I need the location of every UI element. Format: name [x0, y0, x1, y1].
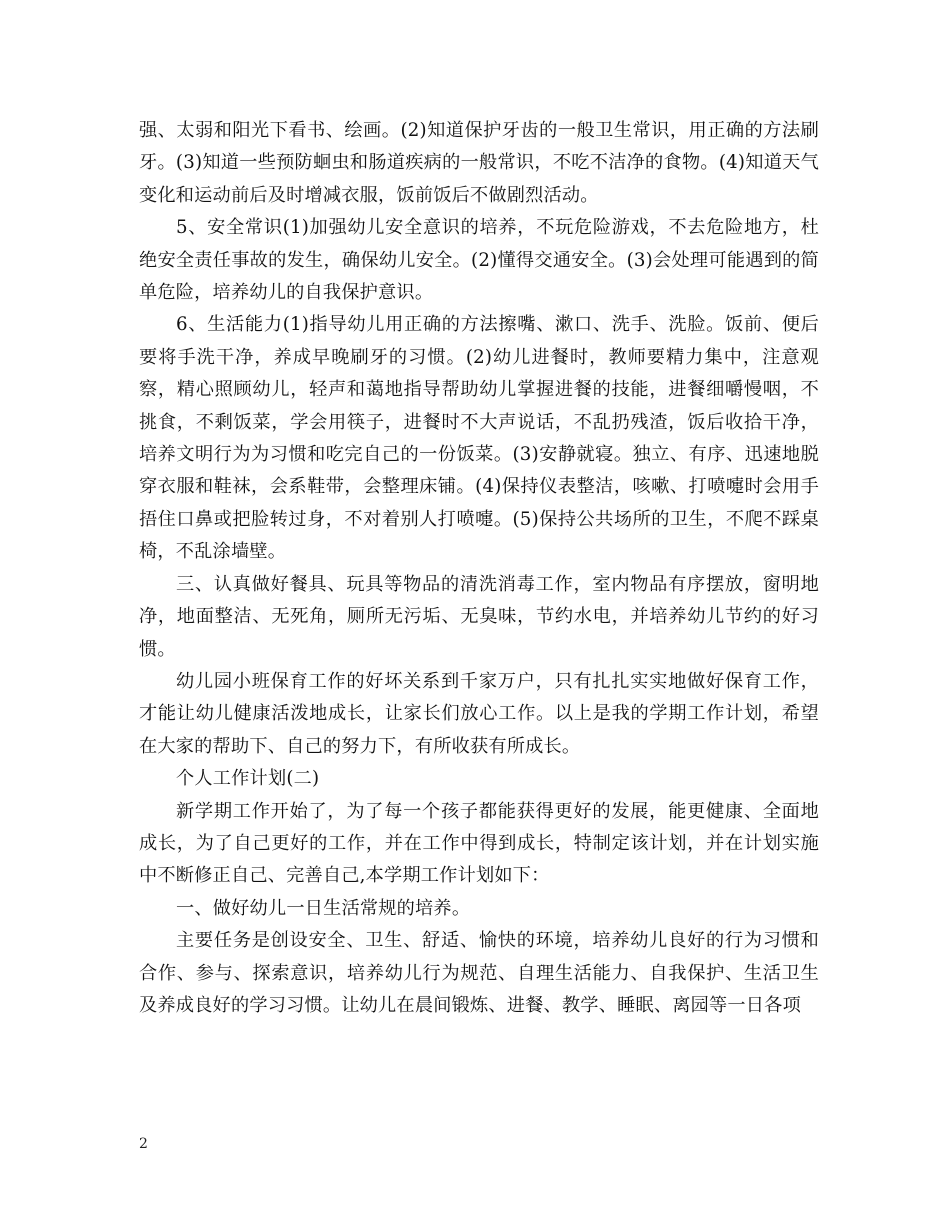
paragraph-new-semester-intro: 新学期工作开始了，为了每一个孩子都能获得更好的发展，能更健康、全面地成长，为了自己更好的工作，并在工作中得到成长，特制定该计划，并在计划实施中不断修正自己、完善自己,本学期工作计划如下： — [139, 800, 819, 887]
paragraph-cleaning-disinfection: 三、认真做好餐具、玩具等物品的清洗消毒工作，室内物品有序摆放，窗明地净，地面整洁、无死角，厕所无污垢、无臭味，节约水电，并培养幼儿节约的好习惯。 — [139, 573, 819, 660]
paragraph-safety-knowledge: 5、安全常识(1)加强幼儿安全意识的培养，不玩危险游戏，不去危险地方，杜绝安全责任事故的发生，确保幼儿安全。(2)懂得交通安全。(3)会处理可能遇到的简单危险，培养幼儿的自我保护意识。 — [139, 217, 819, 304]
page-number: 2 — [139, 1136, 148, 1152]
paragraph-life-skills: 6、生活能力(1)指导幼儿用正确的方法擦嘴、漱口、洗手、洗脸。饭前、便后要将手洗干净，养成早晚刷牙的习惯。(2)幼儿进餐时，教师要精力集中，注意观察，精心照顾幼儿，轻声和蔼地指导帮助幼儿掌握进餐的技能，进餐细嚼慢咽，不挑食，不剩饭菜，学会用筷子，进餐时不大声说话，不乱扔残渣，饭后收拾干净，培养文明行为为习惯和吃完自己的一份饭菜。(3)安静就寝。独立、有序、迅速地脱穿衣服和鞋袜，会系鞋带，会整理床铺。(4)保持仪表整洁，咳嗽、打喷嚏时会用手捂住口鼻或把脸转过身，不对着别人打喷嚏。(5)保持公共场所的卫生，不爬不踩桌椅，不乱涂墙壁。 — [139, 314, 819, 563]
paragraph-main-tasks: 主要任务是创设安全、卫生、舒适、愉快的环境，培养幼儿良好的行为习惯和合作、参与、探索意识，培养幼儿行为规范、自理生活能力、自我保护、生活卫生及养成良好的学习习惯。让幼儿在晨间锻炼、进餐、教学、睡眠、离园等一日各项 — [139, 930, 819, 1016]
paragraph-conclusion: 幼儿园小班保育工作的好坏关系到千家万户，只有扎扎实实地做好保育工作，才能让幼儿健康活泼地成长，让家长们放心工作。以上是我的学期工作计划，希望在大家的帮助下、自己的努力下，有所收获有所成长。 — [139, 670, 819, 757]
subheading-daily-routine: 一、做好幼儿一日生活常规的培养。 — [176, 897, 471, 919]
paragraph-health-habits-continued: 强、太弱和阳光下看书、绘画。(2)知道保护牙齿的一般卫生常识，用正确的方法刷牙。(3)知道一些预防蛔虫和肠道疾病的一般常识，不吃不洁净的食物。(4)知道天气变化和运动前后及时增减衣服，饭前饭后不做剧烈活动。 — [139, 120, 819, 206]
section-heading-personal-plan-2: 个人工作计划(二) — [176, 768, 320, 790]
body-text — [139, 115, 819, 1022]
